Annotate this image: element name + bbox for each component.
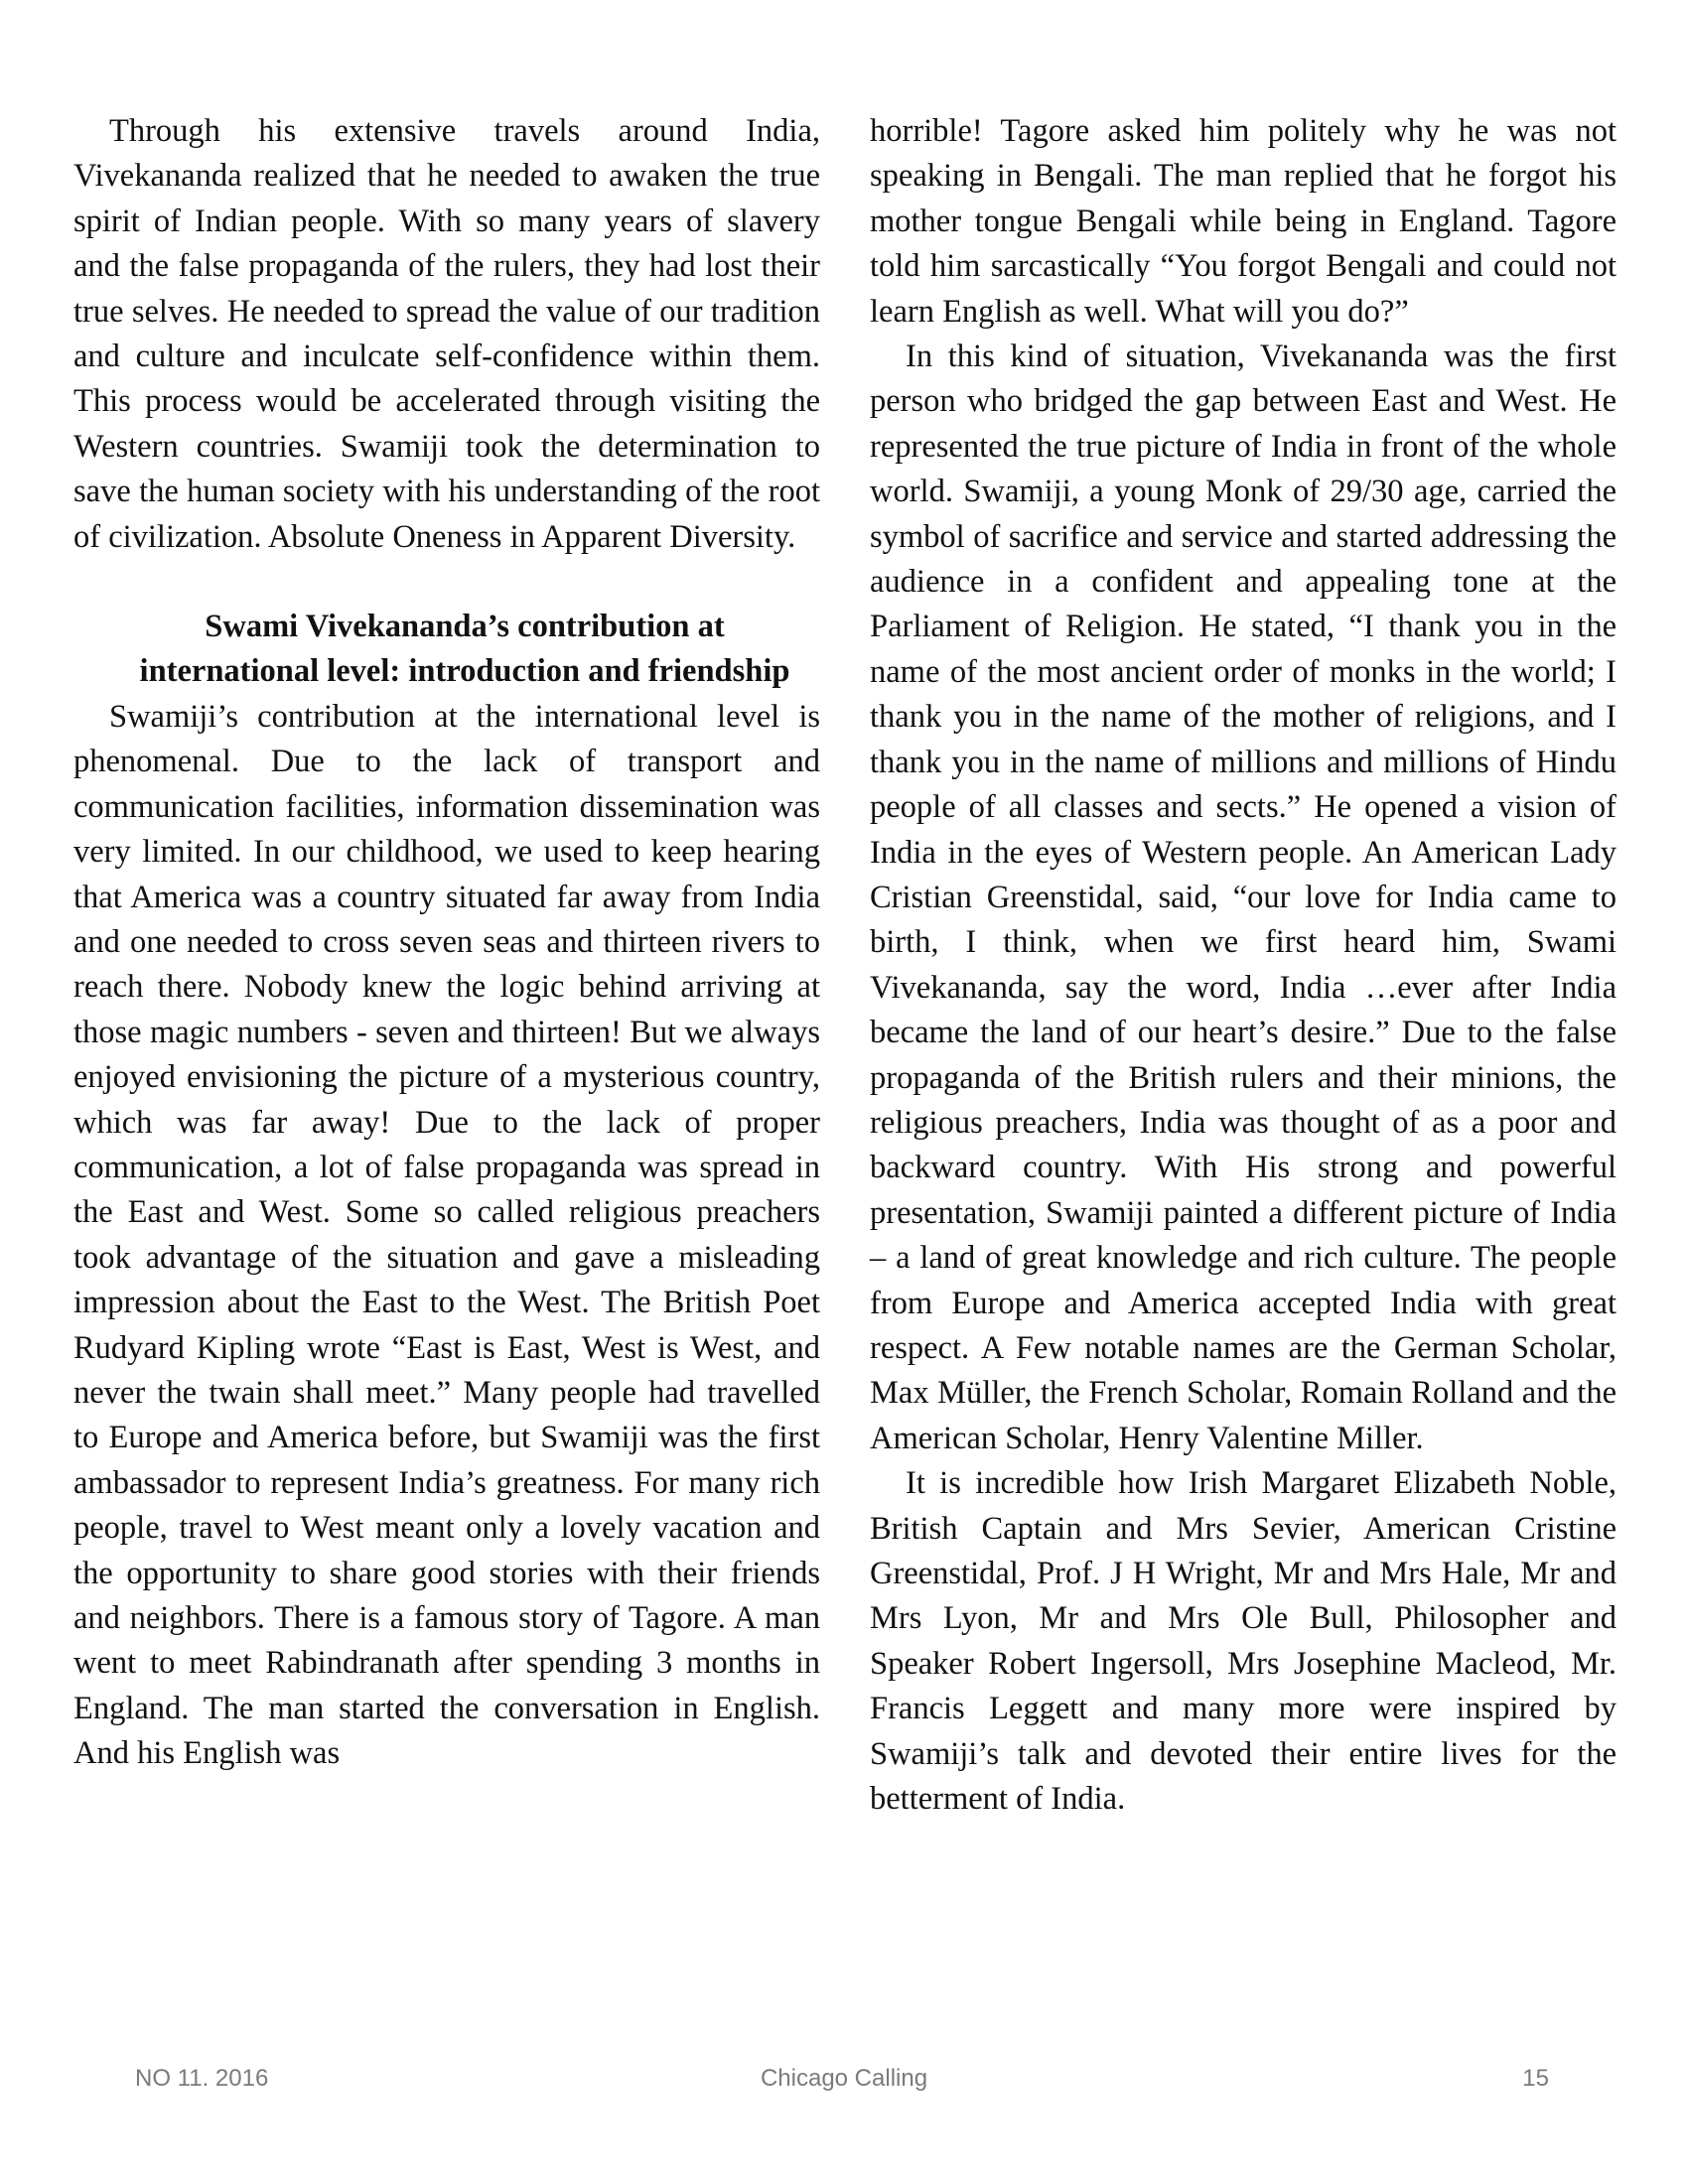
- footer-page-number: 15: [1522, 2065, 1549, 2092]
- section-heading-line: Swami Vivekananda’s contribution at: [205, 609, 725, 645]
- paragraph-gap: [73, 560, 820, 605]
- left-column: [73, 109, 820, 1777]
- right-column: [870, 109, 1617, 1822]
- body-paragraph: In this kind of situation, Vivekananda was the first person who bridged the gap between East and West. He represented the true picture of India in front of the whole world. Swamiji, a young Monk of 29/30 age, carried the symbol of sacrifice and service and started addressing the audience in a confident and appealing tone at the Parliament of Religion. He stated, “I thank you in the name of the most ancient order of monks in the world; I thank you in the name of the mother of religions, and I thank you in the name of millions and millions of Hindu people of all classes and sects.” He opened a vision of India in the eyes of Western people. An American Lady Cristian Greenstidal, said, “our love for India came to birth, I think, when we first heard him, Swami Vivekananda, say the word, India …ever after India became the land of our heart’s desire.” Due to the false propaganda of the British rulers and their minions, the religious preachers, India was thought of as a poor and backward country. With His strong and powerful presentation, Swamiji painted a different picture of India – a land of great knowledge and rich culture. The people from Europe and America accepted India with great respect. A Few notable names are the German Scholar, Max Müller, the French Scholar, Romain Rolland and the American Scholar, Henry Valentine Miller.: [870, 339, 1617, 1456]
- body-paragraph-continued: horrible! Tagore asked him politely why he was not speaking in Bengali. The man replied that he forgot his mother tongue Bengali while being in England. Tagore told him sarcastically “You forgot Bengali and could not learn English as well. What will you do?”: [870, 113, 1617, 330]
- body-paragraph: Swamiji’s contribution at the international level is phenomenal. Due to the lack of transport and communication facilities, information dissemination was very limited. In our childhood, we used to keep hearing that America was a country situated far away from India and one needed to cross seven seas and thirteen rivers to reach there. Nobody knew the logic behind arriving at those magic numbers - seven and thirteen! But we always enjoyed envisioning the picture of a mysterious country, which was far away! Due to the lack of proper communication, a lot of false propaganda was spread in the East and West. Some so called religious preachers took advantage of the situation and gave a misleading impression about the East to the West. The British Poet Rudyard Kipling wrote “East is East, West is West, and never the twain shall meet.” Many people had travelled to Europe and America before, but Swamiji was the first ambassador to represent India’s greatness. For many rich people, travel to West meant only a lovely vacation and the opportunity to share good stories with their friends and neighbors. There is a famous story of Tagore. A man went to meet Rabindranath after spending 3 months in England. The man started the conversation in English. And his English was: [73, 698, 820, 1772]
- footer-publication: Chicago Calling: [760, 2065, 928, 2092]
- section-heading-line: international level: introduction and friendship: [139, 653, 790, 690]
- footer-issue: NO 11. 2016: [135, 2065, 269, 2092]
- body-paragraph: Through his extensive travels around India, Vivekananda realized that he needed to awaken the true spirit of Indian people. With so many years of slavery and the false propaganda of the rulers, they had lost their true selves. He needed to spread the value of our tradition and culture and inculcate self-confidence within them. This process would be accelerated through visiting the Western countries. Swamiji took the determination to save the human society with his understanding of the root of civilization. Absolute Oneness in Apparent Diversity.: [73, 113, 820, 555]
- section-heading: [73, 605, 820, 695]
- body-paragraph: It is incredible how Irish Margaret Elizabeth Noble, British Captain and Mrs Sevier, American Cristine Greenstidal, Prof. J H Wright, Mr and Mrs Hale, Mr and Mrs Lyon, Mr and Mrs Ole Bull, Philosopher and Speaker Robert Ingersoll, Mrs Josephine Macleod, Mr. Francis Leggett and many more were inspired by Swamiji’s talk and devoted their entire lives for the betterment of India.: [870, 1465, 1617, 1818]
